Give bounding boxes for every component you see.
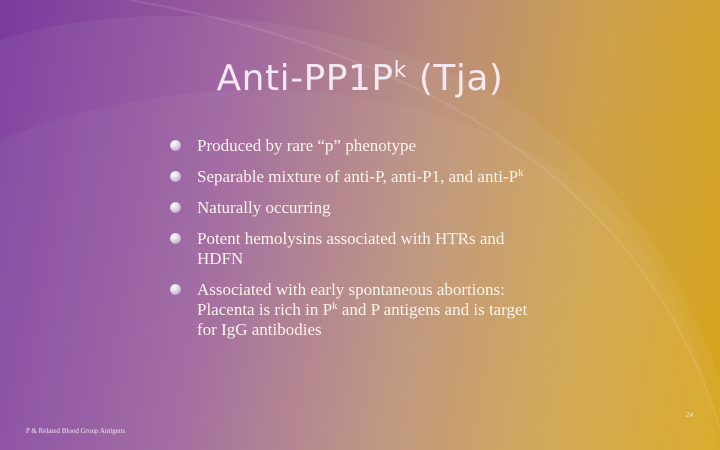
title-superscript: k	[393, 58, 407, 83]
slide-title	[0, 58, 720, 99]
sphere-bullet-icon	[170, 140, 181, 151]
bullet-text-suffix: and P antigens and is target for IgG antibodies	[197, 300, 528, 339]
bullet-text: Potent hemolysins associated with HTRs and HDFN	[197, 229, 505, 268]
title-text: Anti-PP1P	[216, 58, 394, 99]
bullet-item	[170, 167, 530, 187]
sphere-bullet-icon	[170, 202, 181, 213]
bullet-item	[170, 229, 530, 269]
sphere-bullet-icon	[170, 284, 181, 295]
bullet-text: Separable mixture of anti-P, anti-P1, and anti-P	[197, 167, 519, 186]
bullet-text: Associated with early spontaneous abortions: Placenta is rich in P	[197, 280, 505, 319]
bullet-item	[170, 280, 530, 340]
bullet-item	[170, 198, 530, 218]
sphere-bullet-icon	[170, 233, 181, 244]
bullet-superscript: k	[518, 167, 524, 179]
page-number: 24	[686, 411, 693, 419]
title-suffix: (Tja)	[406, 58, 504, 99]
bullet-item	[170, 136, 530, 156]
slide-footer: P & Related Blood Group Antigens	[26, 427, 126, 435]
bullet-text: Produced by rare “p” phenotype	[197, 136, 417, 155]
bullet-superscript: k	[332, 300, 338, 312]
bullet-text: Naturally occurring	[197, 198, 331, 217]
bullet-list	[170, 136, 530, 351]
sphere-bullet-icon	[170, 171, 181, 182]
